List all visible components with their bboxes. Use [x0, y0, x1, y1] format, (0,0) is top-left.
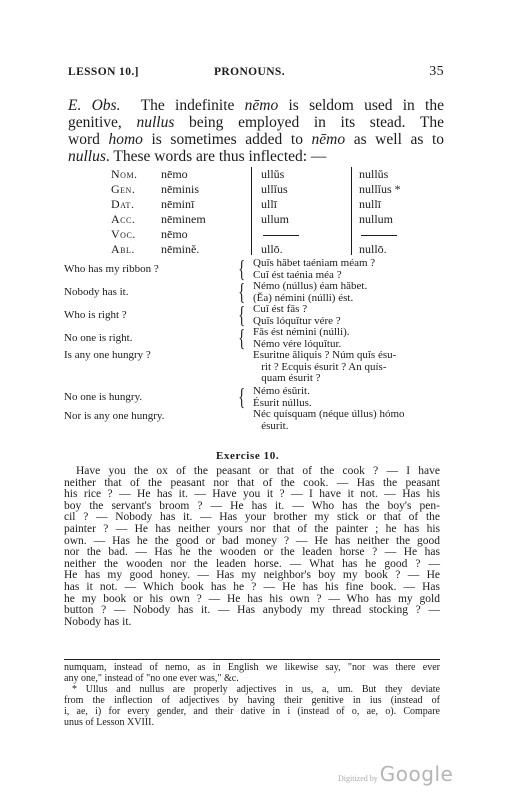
phrase-pair: Who is right ? { Cuĭ ést fās ? Quĭs lóquĭtur vére ?: [64, 303, 341, 329]
footnote-rule: [64, 659, 440, 660]
brace: {: [238, 280, 246, 306]
brace: {: [238, 385, 246, 411]
obs-label: E. Obs.: [68, 97, 121, 114]
page-number: 35: [429, 64, 444, 79]
header-title: PRONOUNS.: [214, 66, 286, 78]
footnote-line: any one," instead of "no one ever was," &c.: [64, 673, 239, 684]
phrase-pair: Who has my ribbon ? { Quĭs hăbet taéniam méam ? Cuĭ ést taénia méa ?: [64, 257, 376, 283]
running-header: [68, 66, 444, 82]
brace: {: [238, 303, 246, 329]
phrase-pair: Nor is any one hungry. Néc quísquam (néque úllus) hómo ésurit.: [64, 408, 405, 432]
footnote-line: unus of Lesson XVIII.: [64, 717, 154, 728]
obs-line-4: nullus. These words are thus inflected: —: [68, 148, 327, 165]
phrase-pair: Nobody has it. { Némo (núllus) éam hăbet. (Ĕa) némini (núlli) ést.: [64, 280, 368, 306]
brace: {: [238, 257, 246, 283]
obs-line-3: word homo is sometimes added to nēmo as well as to: [68, 131, 445, 148]
footnote-line: from the inflection of adjectives by having their genitive in ius (instead of: [64, 695, 440, 706]
digitization-watermark: Digitized by Google: [338, 762, 454, 786]
brace: {: [238, 326, 246, 352]
empty-dash: [361, 235, 397, 236]
exercise-text: Have you the ox of the peasant or that of the cook ? — I have neither that of the peasant nor that of the cook. — Has the peasant his rice ? — He has it. — Have you it ? — I have it not. — Has his boy the servant's broom ? — He has it. — Who has the boy's pen- cil ? — Nobody has it. — Has your brother my stick or that of the painter ? — He has neither yours nor that of the painter ; he has his own. — Has he the good or bad money ? — He has neither the good nor the bad. — Has he the wooden or the leaden horse ? — He has neither the wooden nor the leaden horse. — What has he good ? — He has my good honey. — Has my neighbor's boy my book ? — He has it not. — Which book has he ? — He has his fine book. — Has he my book or his own ? — He has his own ? — Who has my gold button ? — Nobody has it. — Has anybody my thread stocking ? — Nobody has it.: [64, 465, 440, 628]
exercise-heading: Exercise 10.: [216, 450, 280, 462]
empty-dash: [263, 235, 299, 236]
footnotes: [64, 662, 440, 728]
table-divider: [251, 167, 252, 255]
obs-line-1: E. Obs. The indefinite nēmo is seldom used in the: [68, 97, 444, 114]
footnote-line: numquam, instead of nemo, as in English we likewise say, "nor was there ever: [64, 662, 440, 673]
footnote-line: * Ullus and nullus are properly adjectives in us, a, um. But they deviate: [72, 684, 440, 695]
table-divider: [351, 167, 352, 255]
header-lesson: LESSON 10.]: [68, 66, 139, 78]
footnote-line: i, ae, i) for every gender, and their dative in i (instead of o, ae, o). Compare: [64, 706, 440, 717]
observation-paragraph: [68, 97, 444, 165]
google-logo: Google: [379, 762, 454, 786]
obs-line-2: genitive, nullus being employed in its stead. The: [68, 114, 444, 131]
phrase-pairs: [64, 258, 444, 432]
phrase-pair: Is any one hungry ? Esuritne ăliquis ? Núm quĭs ésu- rit ? Ecquis ésurit ? An quís- quam ésurit ?: [64, 349, 397, 384]
phrase-pair: No one is right. { Fās ést némini (núlli). Némo vére lóquĭtur.: [64, 326, 350, 352]
phrase-pair: No one is hungry. { Némo ésŭrit. Ésurit núllus.: [64, 385, 312, 411]
